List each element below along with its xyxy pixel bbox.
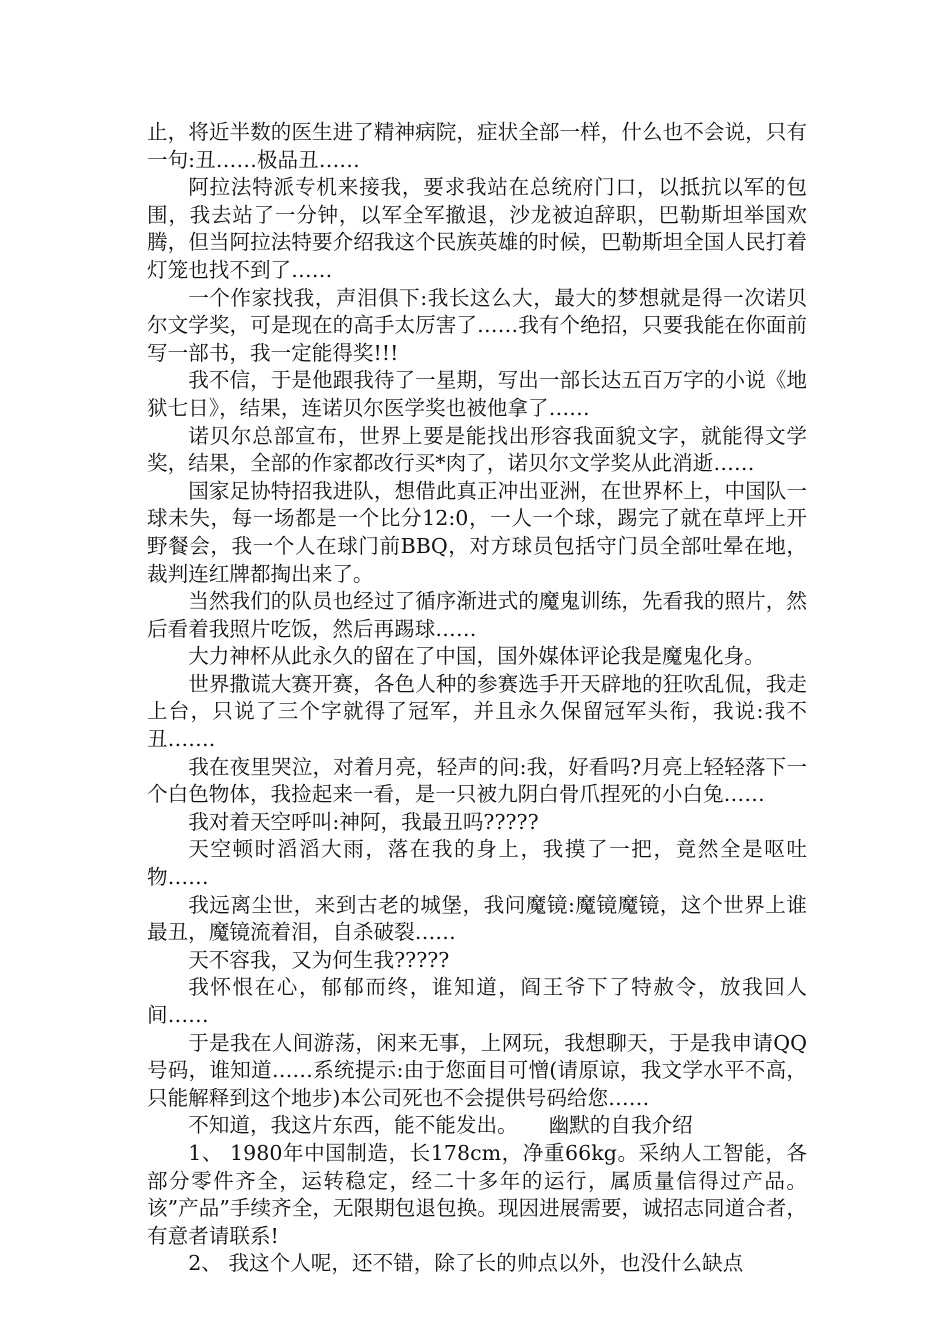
paragraph-14: 天不容我，又为何生我????? bbox=[188, 947, 450, 972]
paragraph-17: 不知道，我这片东西，能不能发出。 幽默的自我介绍 bbox=[188, 1113, 693, 1138]
paragraph-5: 诺贝尔总部宣布，世界上要是能找出形容我面貌文字，就能得文学奖，结果，全部的作家都改行买*肉了，诺贝尔文学奖从此消逝…… bbox=[147, 423, 807, 476]
paragraph-10: 我在夜里哭泣，对着月亮，轻声的问:我，好看吗?月亮上轻轻落下一个白色物体，我捡起来一看，是一只被九阴白骨爪捏死的小白兔…… bbox=[147, 754, 807, 807]
paragraph-11: 我对着天空呼叫:神阿，我最丑吗????? bbox=[188, 809, 539, 834]
paragraph-7: 当然我们的队员也经过了循序渐进式的魔鬼训练，先看我的照片，然后看着我照片吃饭，然后再踢球…… bbox=[147, 589, 807, 641]
paragraph-18: 1、 1980年中国制造，长178cm，净重66kg。采纳人工智能，各部分零件齐全，运转稳定，经二十多年的运行，属质量信得过产品。该”产品”手续齐全，无限期包退包换。现因进展需要，诚招志同道合者，有意者请联系! bbox=[147, 1140, 807, 1248]
document-page bbox=[147, 119, 807, 1278]
paragraph-16: 于是我在人间游荡，闲来无事，上网玩，我想聊天，于是我申请QQ号码，谁知道……系统提示:由于您面目可憎(请原谅，我文学水平不高，只能解释到这个地步)本公司死也不会提供号码给您…… bbox=[147, 1030, 807, 1110]
paragraph-9: 世界撒谎大赛开赛，各色人种的参赛选手开天辟地的狂吹乱侃，我走上台，只说了三个字就得了冠军，并且永久保留冠军头衔，我说:我不丑……. bbox=[147, 671, 807, 752]
paragraph-13: 我远离尘世，来到古老的城堡，我问魔镜:魔镜魔镜，这个世界上谁最丑，魔镜流着泪，自杀破裂…… bbox=[147, 892, 807, 945]
paragraph-1: 止，将近半数的医生进了精神病院，症状全部一样，什么也不会说，只有一句:丑……极品丑…… bbox=[147, 120, 807, 172]
paragraph-6: 国家足协特招我进队，想借此真正冲出亚洲，在世界杯上，中国队一球未失，每一场都是一个比分12:0，一人一个球，踢完了就在草坪上开野餐会，我一个人在球门前BBQ，对方球员包括守门员全部吐晕在地，裁判连红牌都掏出来了。 bbox=[147, 478, 807, 586]
paragraph-15: 我怀恨在心，郁郁而终，谁知道，阎王爷下了特赦令，放我回人间…… bbox=[147, 975, 807, 1027]
paragraph-3: 一个作家找我，声泪俱下:我长这么大，最大的梦想就是得一次诺贝尔文学奖，可是现在的高手太厉害了……我有个绝招，只要我能在你面前写一部书，我一定能得奖!!! bbox=[147, 285, 807, 365]
paragraph-12: 天空顿时滔滔大雨，落在我的身上，我摸了一把，竟然全是呕吐物…… bbox=[147, 837, 807, 890]
paragraph-8: 大力神杯从此永久的留在了中国，国外媒体评论我是魔鬼化身。 bbox=[188, 644, 765, 669]
paragraph-4: 我不信，于是他跟我待了一星期，写出一部长达五百万字的小说《地狱七日》，结果，连诺贝尔医学奖也被他拿了…… bbox=[147, 368, 807, 420]
paragraph-2: 阿拉法特派专机来接我，要求我站在总统府门口，以抵抗以军的包围，我去站了一分钟，以军全军撤退，沙龙被迫辞职，巴勒斯坦举国欢腾，但当阿拉法特要介绍我这个民族英雄的时候，巴勒斯坦全国人民打着灯笼也找不到了…… bbox=[147, 175, 807, 282]
paragraph-19: 2、 我这个人呢，还不错，除了长的帅点以外，也没什么缺点 bbox=[188, 1251, 744, 1276]
